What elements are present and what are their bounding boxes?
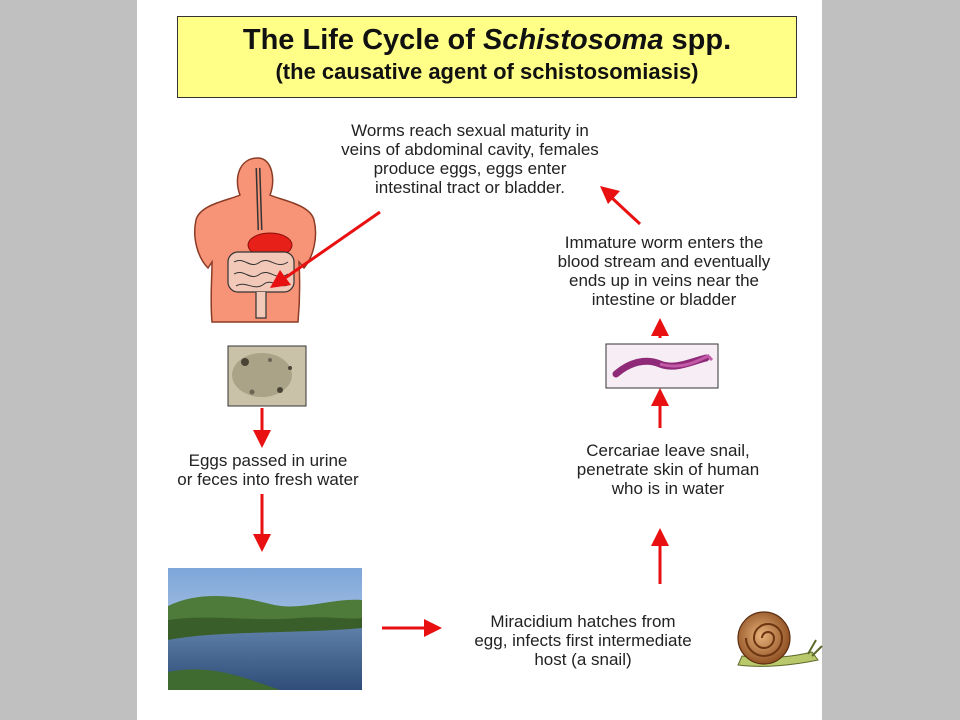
title-prefix: The Life Cycle of (242, 24, 483, 56)
river-landscape-image (168, 568, 362, 690)
title-suffix: spp. (663, 24, 732, 56)
arrow-cercariae-to-micrograph (651, 388, 669, 428)
step-immature-text: Immature worm enters the blood stream and eventually ends up in veins near the intestine or bladder (557, 233, 771, 309)
step-eggs-text: Eggs passed in urine or feces into fresh water (177, 451, 359, 489)
snail-image (738, 612, 822, 666)
title-line2: (the causative agent of schistosomiasis) (275, 59, 699, 84)
arrow-water-to-miracidium (382, 619, 442, 637)
step-miracidium-text: Miracidium hatches from egg, infects first intermediate host (a snail) (474, 612, 692, 669)
human-body-illustration (195, 158, 316, 322)
title-genus: Schistosoma (482, 24, 664, 56)
step-maturity-text: Worms reach sexual maturity in veins of abdominal cavity, females produce eggs, eggs enter intestinal tract or bladder. (341, 121, 599, 197)
arrow-micrograph-to-immature (651, 318, 669, 338)
arrow-immature-to-maturity (600, 186, 640, 224)
arrow-micrograph-to-eggs (253, 408, 271, 448)
egg-micrograph-image (228, 346, 306, 406)
arrow-miracidium-to-cercariae (651, 528, 669, 584)
arrow-eggs-to-water (253, 494, 271, 552)
cercaria-micrograph-image (606, 344, 718, 388)
step-cercariae-text: Cercariae leave snail, penetrate skin of human who is in water (576, 441, 760, 498)
